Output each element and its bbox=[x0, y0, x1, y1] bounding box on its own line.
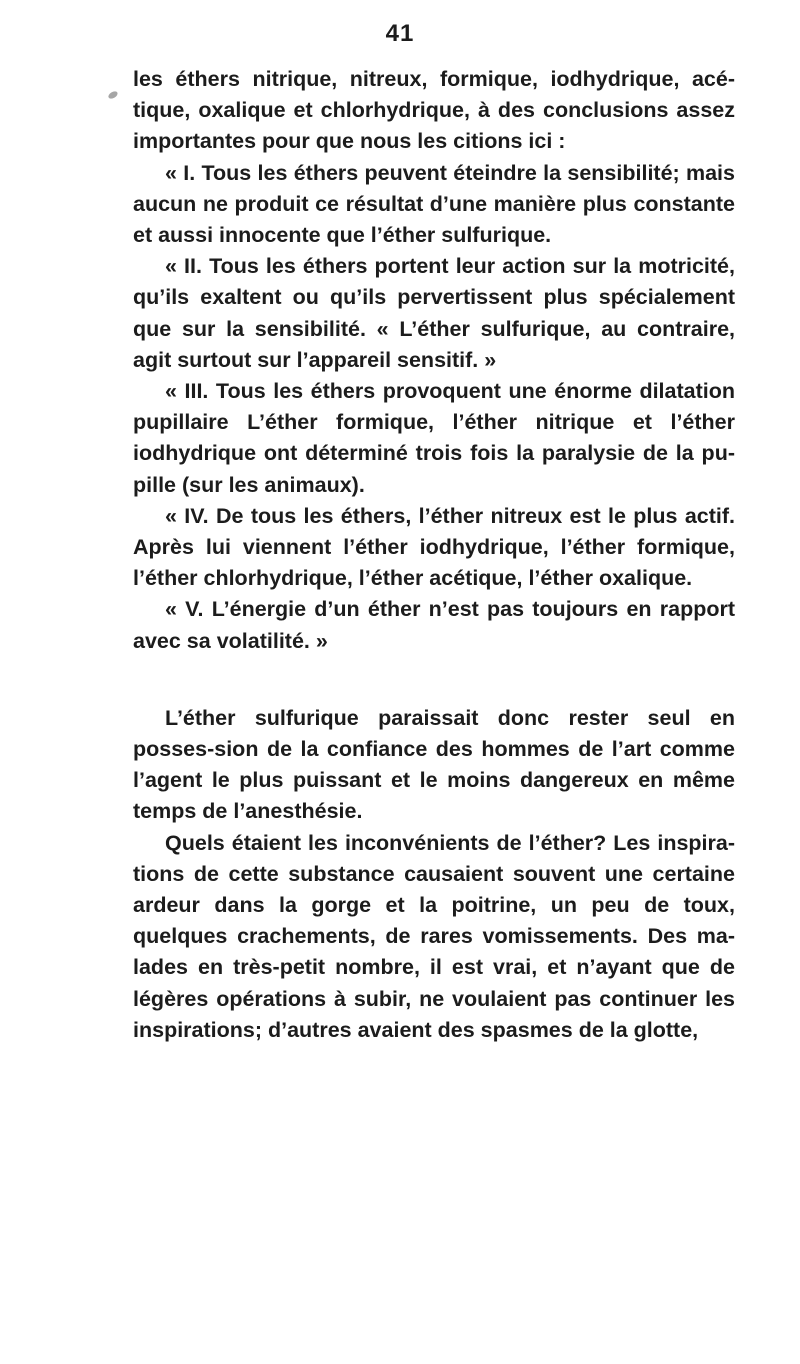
paragraph-conclusion-4: « IV. De tous les éthers, l’éther nitreux est le plus actif. Après lui viennent l’éther iodhydrique, l’éther formique, l’éther chlorhydrique, l’éther acétique, l’éther oxalique. bbox=[133, 503, 735, 591]
ink-smudge bbox=[107, 90, 119, 100]
paragraph-intro: les éthers nitrique, nitreux, formique, iodhydrique, acé-tique, oxalique et chlorhydrique, à des conclusions assez importantes pour que nous les citions ici : bbox=[133, 67, 735, 154]
section-gap bbox=[133, 657, 735, 703]
page-number: 41 bbox=[385, 20, 415, 47]
paragraph-ether-sulfurique: L’éther sulfurique paraissait donc rester seul en posses-sion de la confiance des hommes de l’art comme l’agent le plus puissant et le moins dangereux en même temps de l’anesthésie. bbox=[133, 705, 735, 824]
paragraph-conclusion-1: « I. Tous les éthers peuvent éteindre la sensibilité; mais aucun ne produit ce résultat d’une manière plus constante et aussi innocente que l’éther sulfurique. bbox=[133, 160, 735, 248]
paragraph-conclusion-5: « V. L’énergie d’un éther n’est pas toujours en rapport avec sa volatilité. » bbox=[133, 597, 735, 653]
body-text bbox=[133, 64, 735, 1046]
paragraph-conclusion-3: « III. Tous les éthers provoquent une énorme dilatation pupillaire L’éther formique, l’éther nitrique et l’éther iodhydrique ont déterminé trois fois la paralysie de la pu-pille (sur les animaux). bbox=[133, 379, 735, 497]
paragraph-conclusion-2: « II. Tous les éthers portent leur action sur la motricité, qu’ils exaltent ou qu’ils pervertissent plus spécialement que sur la sensibilité. « L’éther sulfurique, au contraire, agit surtout sur l’appareil sensitif. » bbox=[133, 254, 735, 372]
paragraph-inconvenients: Quels étaient les inconvénients de l’éther? Les inspira-tions de cette substance causaient souvent une certaine ardeur dans la gorge et la poitrine, un peu de toux, quelques crachements, de rares vomissements. Des ma-lades en très-petit nombre, il est vrai, et n’ayant que de légères opérations à subir, ne voulaient pas continuer les inspirations; d’autres avaient des spasmes de la glotte, bbox=[133, 830, 735, 1042]
